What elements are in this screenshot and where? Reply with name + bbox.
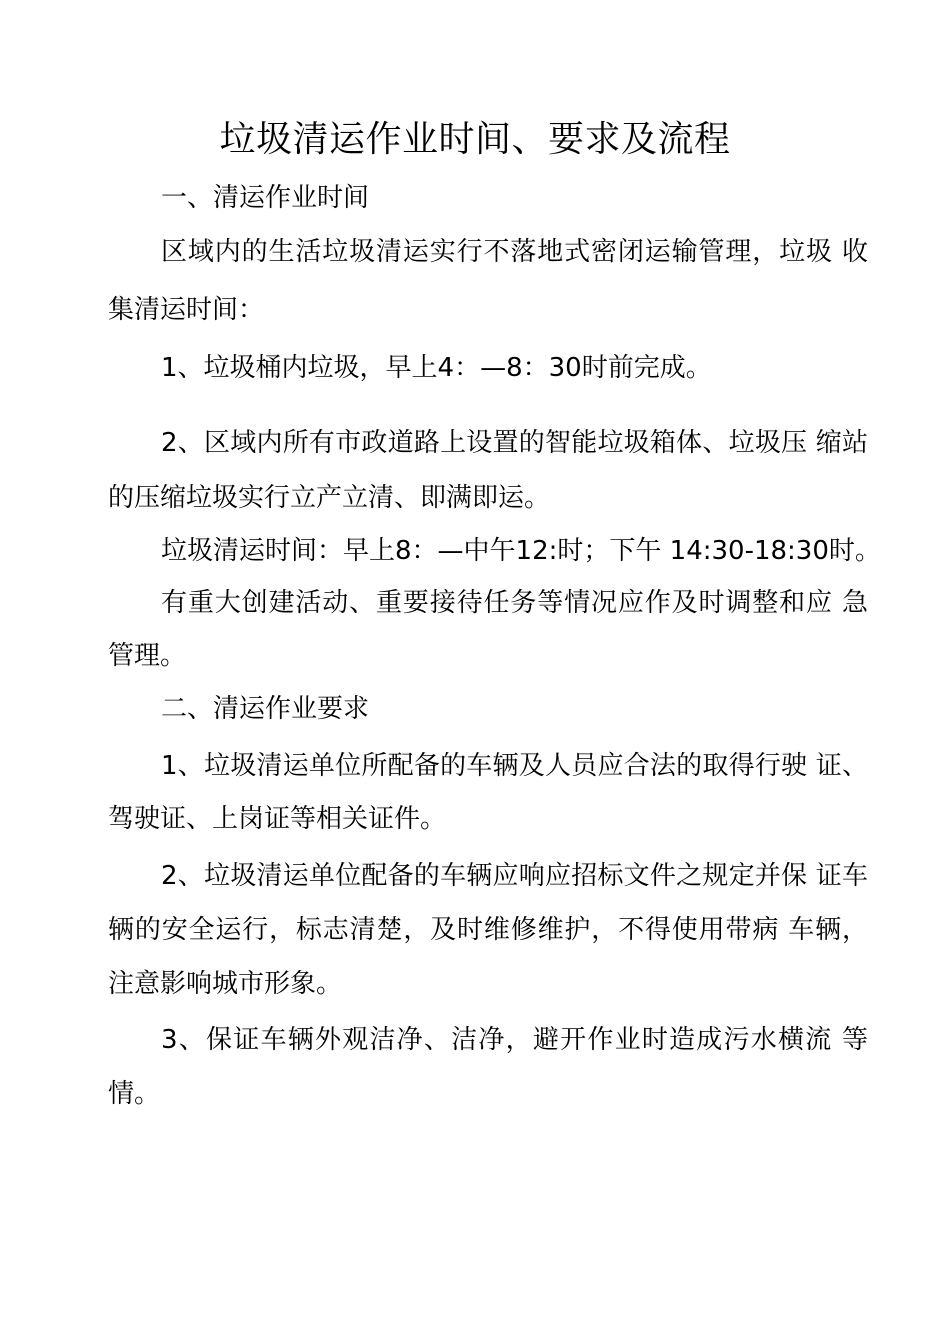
paragraph-line: 1、垃圾清运单位所配备的车辆及人员应合法的取得行驶 证、 — [161, 751, 868, 781]
section-heading-1: 一、清运作业时间 — [161, 183, 370, 213]
paragraph-line: 的压缩垃圾实行立产立清、即满即运。 — [108, 483, 551, 513]
paragraph-line: 垃圾清运时间：早上8：—中午12:时；下午 14:30-18:30时。 — [161, 536, 881, 566]
paragraph-line: 情。 — [108, 1079, 161, 1109]
paragraph-line: 3、保证车辆外观洁净、洁净，避开作业时造成污水横流 等 — [161, 1025, 868, 1055]
paragraph-line: 管理。 — [108, 641, 187, 671]
paragraph-line: 2、垃圾清运单位配备的车辆应响应招标文件之规定并保 证车 — [161, 861, 868, 891]
paragraph-line: 2、区域内所有市政道路上设置的智能垃圾箱体、垃圾压 缩站 — [161, 428, 868, 458]
paragraph-line: 区域内的生活垃圾清运实行不落地式密闭运输管理，垃圾 收 — [161, 237, 868, 267]
paragraph-line: 驾驶证、上岗证等相关证件。 — [108, 804, 447, 834]
paragraph-line: 1、垃圾桶内垃圾，早上4：—8：30时前完成。 — [161, 353, 712, 383]
paragraph-line: 辆的安全运行，标志清楚，及时维修维护，不得使用带病 车辆， — [108, 915, 868, 945]
paragraph-line: 集清运时间： — [108, 295, 265, 325]
section-heading-2: 二、清运作业要求 — [161, 694, 370, 724]
paragraph-line: 注意影响城市形象。 — [108, 969, 343, 999]
paragraph-line: 有重大创建活动、重要接待任务等情况应作及时调整和应 急 — [161, 588, 868, 618]
document-title: 垃圾清运作业时间、要求及流程 — [219, 119, 731, 160]
